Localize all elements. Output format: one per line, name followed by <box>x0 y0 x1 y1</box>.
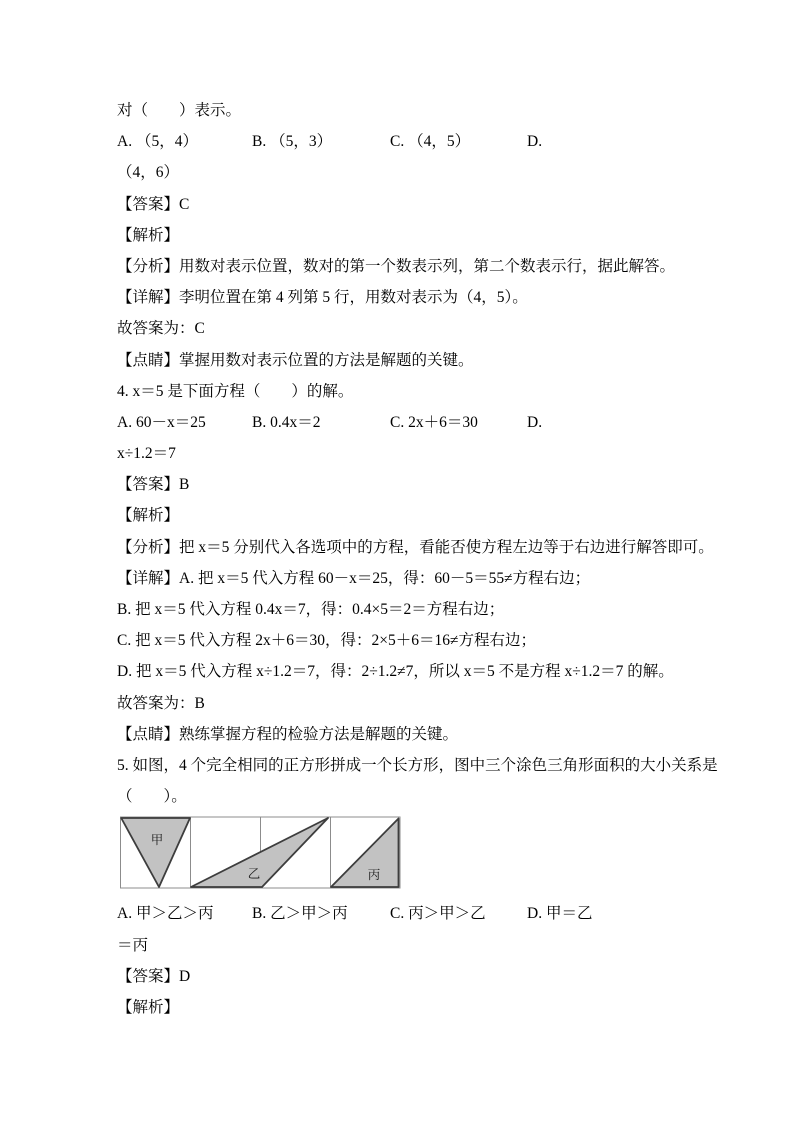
q3-options-row <box>117 126 717 157</box>
q3-option-d: D. <box>527 133 543 151</box>
document-content <box>117 95 717 1023</box>
q5-stem-line1: 5. 如图，4 个完全相同的正方形拼成一个长方形，图中三个涂色三角形面积的大小关系是 <box>117 756 718 774</box>
q5-option-c: C. 丙＞甲＞乙 <box>390 905 486 923</box>
q5-stem-line2: （ ）。 <box>117 788 187 806</box>
triangle-yi-label: 乙 <box>247 867 261 882</box>
q4-analysis-header: 【解析】 <box>117 507 180 525</box>
q3-analysis-header: 【解析】 <box>117 226 180 244</box>
q3-option-d-overflow: （4，6） <box>117 164 180 182</box>
q3-answer: 【答案】C <box>117 195 190 213</box>
q4-detail-c: C. 把 x＝5 代入方程 2x＋6＝30，得：2×5＋6＝16≠方程右边； <box>117 632 536 650</box>
q5-option-a: A. 甲＞乙＞丙 <box>117 905 214 923</box>
q4-tip: 【点睛】熟练掌握方程的检验方法是解题的关键。 <box>117 725 459 743</box>
q3-option-c: C. （4，5） <box>390 133 471 151</box>
q3-tip: 【点睛】掌握用数对表示位置的方法是解题的关键。 <box>117 351 474 369</box>
q5-analysis-header: 【解析】 <box>117 998 180 1016</box>
q4-option-d-overflow: x÷1.2＝7 <box>117 445 176 463</box>
q5-option-b: B. 乙＞甲＞丙 <box>252 905 348 923</box>
q4-detail-a: 【详解】A. 把 x＝5 代入方程 60－x＝25，得：60－5＝55≠方程右边； <box>117 569 591 587</box>
q5-options-row <box>117 898 717 929</box>
q4-options-row <box>117 407 717 438</box>
q4-option-b: B. 0.4x＝2 <box>252 413 321 431</box>
q5-option-d-overflow: ＝丙 <box>117 936 149 954</box>
q4-answer: 【答案】B <box>117 476 190 494</box>
q4-option-c: C. 2x＋6＝30 <box>390 413 478 431</box>
triangle-bing-label: 丙 <box>367 868 381 883</box>
q3-stem-tail: 对（ ）表示。 <box>117 102 242 119</box>
q4-stem: 4. x＝5 是下面方程（ ）的解。 <box>117 382 354 400</box>
q4-option-a: A. 60－x＝25 <box>117 413 206 431</box>
q5-answer: 【答案】D <box>117 967 191 985</box>
q4-detail-d: D. 把 x＝5 代入方程 x÷1.2＝7，得：2÷1.2≠7，所以 x＝5 不是方程 x÷1.2＝7 的解。 <box>117 663 674 681</box>
q3-option-b: B. （5，3） <box>252 133 333 151</box>
triangle-jia-label: 甲 <box>150 833 164 848</box>
q5-option-d: D. 甲＝乙 <box>527 905 593 923</box>
q3-analysis: 【分析】用数对表示位置，数对的第一个数表示列，第二个数表示行，据此解答。 <box>117 257 676 275</box>
q4-option-d: D. <box>527 413 543 431</box>
q3-conclusion: 故答案为：C <box>117 320 205 338</box>
q4-detail-b: B. 把 x＝5 代入方程 0.4x＝7，得：0.4×5＝2＝方程右边； <box>117 601 505 618</box>
q4-analysis: 【分析】把 x＝5 分别代入各选项中的方程，看能否使方程左边等于右边进行解答即可。 <box>117 538 714 556</box>
q5-figure-svg <box>120 816 401 889</box>
q5-figure <box>120 816 717 889</box>
q3-detail: 【详解】李明位置在第 4 列第 5 行，用数对表示为（4，5）。 <box>117 289 528 307</box>
q4-conclusion: 故答案为：B <box>117 694 205 712</box>
q3-option-a: A. （5，4） <box>117 133 198 151</box>
